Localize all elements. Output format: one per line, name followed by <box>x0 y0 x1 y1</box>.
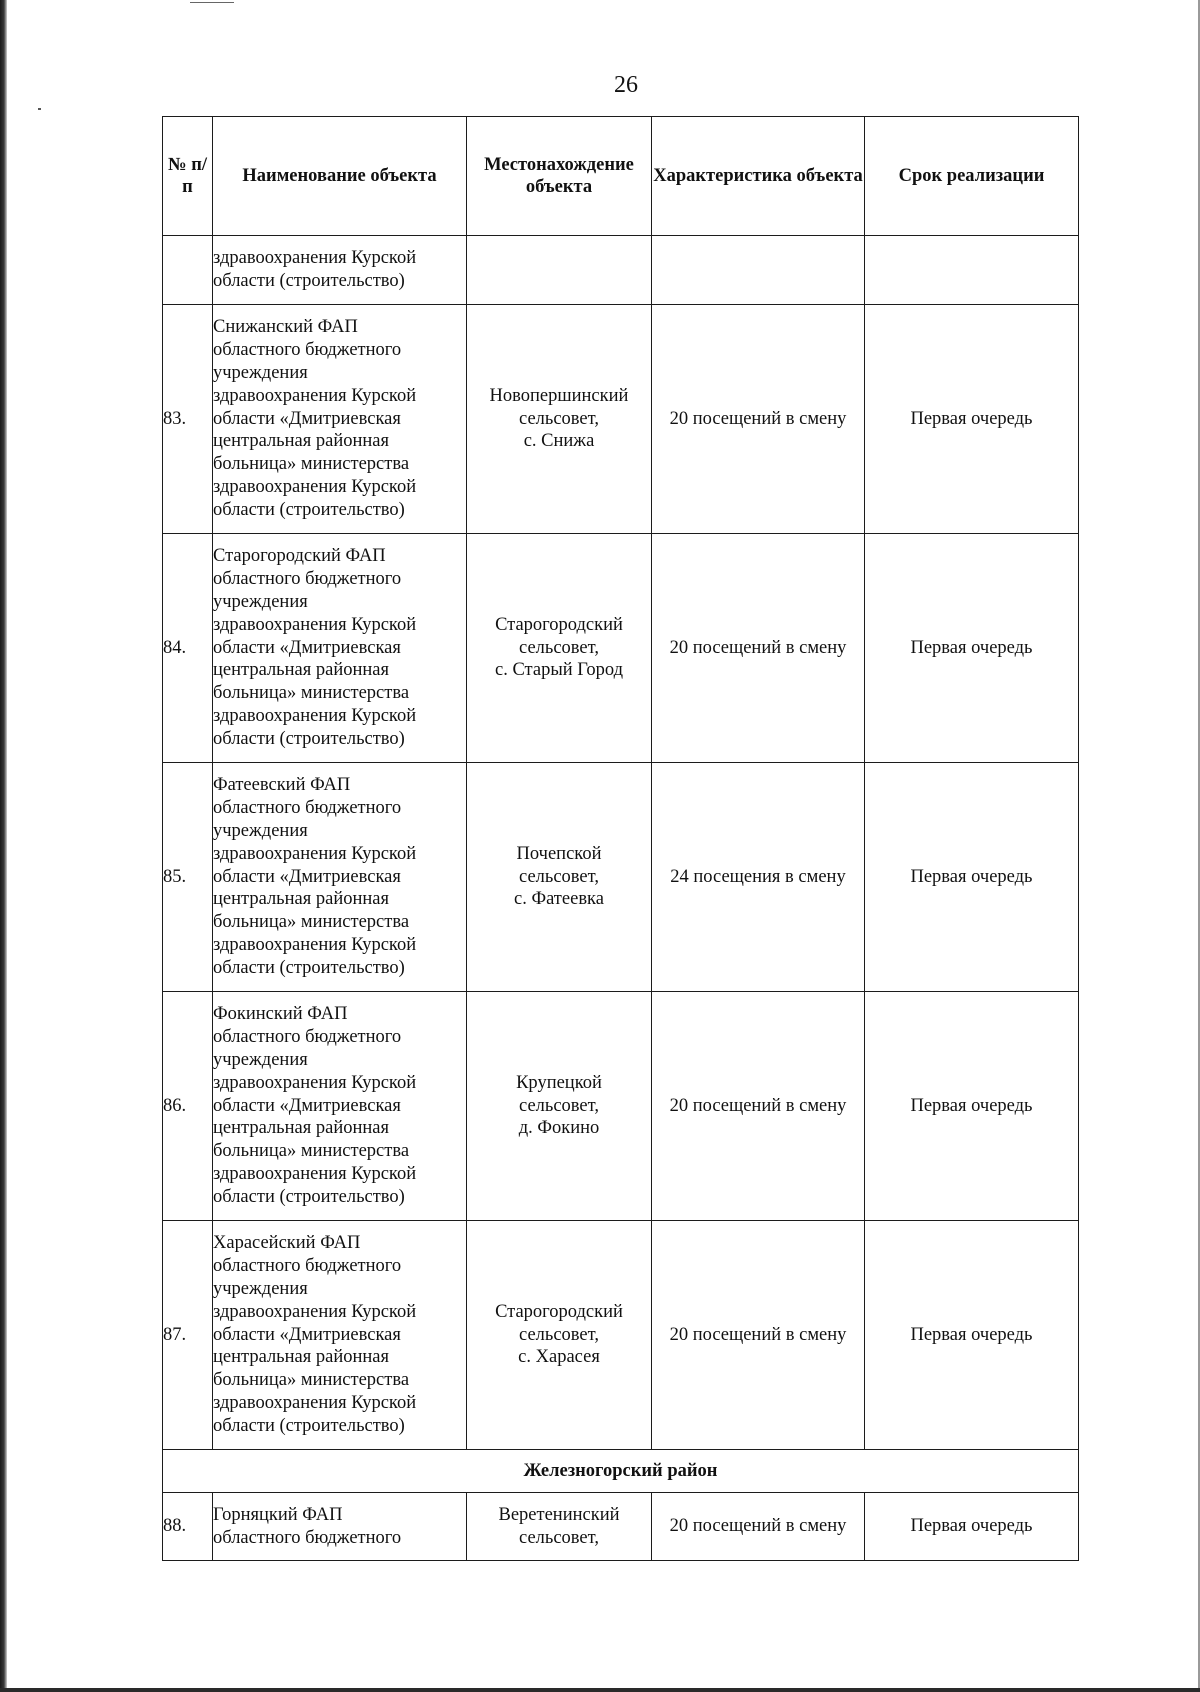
header-num <box>163 117 213 236</box>
cell-term: Первая очередь <box>865 763 1079 992</box>
location-line: д. Фокино <box>518 1118 600 1139</box>
cell-characteristic: 24 посещения в смену <box>652 763 865 992</box>
name-line: здравоохранения Курской <box>213 1392 417 1413</box>
location-line: Старогородский <box>495 1301 623 1322</box>
cell-location <box>467 992 652 1221</box>
name-line: области (строительство) <box>213 1415 405 1436</box>
cell-name <box>213 1221 467 1450</box>
region-title: Железногорский район <box>163 1450 1079 1493</box>
name-line: центральная районная <box>213 431 389 452</box>
name-line: больница» министерства <box>213 1370 410 1391</box>
cell-num <box>163 236 213 305</box>
location-line: с. Старый Город <box>495 660 623 681</box>
location-line: Веретенинский <box>498 1504 620 1525</box>
name-line: области (строительство) <box>213 499 405 520</box>
location-line: Крупецкой <box>516 1072 602 1093</box>
objects-table <box>162 116 1079 1561</box>
name-line: области (строительство) <box>213 728 405 749</box>
location-line: с. Харасея <box>518 1347 600 1368</box>
name-line: здравоохранения Курской <box>213 705 417 726</box>
table-row <box>163 1221 1079 1450</box>
header-characteristic-label: Характеристика объекта <box>653 166 863 186</box>
cell-location <box>467 763 652 992</box>
cell-location <box>467 236 652 305</box>
cell-term: Первая очередь <box>865 305 1079 534</box>
location-line: сельсовет, <box>519 1324 599 1345</box>
header-location-label: Местонахождение объекта <box>484 155 634 197</box>
name-line: больница» министерства <box>213 912 410 933</box>
header-term-label: Срок реализации <box>898 166 1045 186</box>
location-line: с. Снижа <box>523 431 595 452</box>
name-line: центральная районная <box>213 1347 389 1368</box>
table-row <box>163 305 1079 534</box>
cell-characteristic: 20 посещений в смену <box>652 305 865 534</box>
cell-location <box>467 1493 652 1561</box>
name-line: здравоохранения Курской <box>213 1163 417 1184</box>
cell-num: 85. <box>163 763 213 992</box>
name-line: здравоохранения Курской <box>213 1072 417 1093</box>
cell-characteristic: 20 посещений в смену <box>652 534 865 763</box>
name-line: Снижанский ФАП <box>213 317 358 338</box>
name-line: центральная районная <box>213 1118 389 1139</box>
cell-name <box>213 763 467 992</box>
name-line: учреждения <box>213 592 308 612</box>
cell-name <box>213 1493 467 1561</box>
location-line: сельсовет, <box>519 408 599 429</box>
cell-characteristic: 20 посещений в смену <box>652 992 865 1221</box>
header-characteristic <box>652 117 865 236</box>
cell-location <box>467 305 652 534</box>
name-line: области «Дмитриевская <box>213 866 401 887</box>
cell-term: Первая очередь <box>865 534 1079 763</box>
name-line: области «Дмитриевская <box>213 408 401 429</box>
table-row <box>163 1493 1079 1561</box>
name-line: Горняцкий ФАП <box>213 1504 343 1525</box>
name-line: здравоохранения Курской <box>213 476 417 497</box>
table-row <box>163 992 1079 1221</box>
name-line: области (строительство) <box>213 1186 405 1207</box>
name-line: здравоохранения Курской <box>213 614 417 635</box>
name-line: учреждения <box>213 363 308 383</box>
scan-edge-left <box>0 0 7 1692</box>
name-line: Фокинский ФАП <box>213 1004 348 1025</box>
cell-term: Первая очередь <box>865 1493 1079 1561</box>
location-line: сельсовет, <box>519 1527 599 1548</box>
name-line: областного бюджетного <box>213 569 402 590</box>
cell-name <box>213 236 467 305</box>
table-row <box>163 534 1079 763</box>
cell-term: Первая очередь <box>865 1221 1079 1450</box>
name-line: учреждения <box>213 1050 308 1070</box>
name-line: здравоохранения Курской <box>213 843 417 864</box>
cell-num: 86. <box>163 992 213 1221</box>
name-line: учреждения <box>213 821 308 841</box>
name-line: области (строительство) <box>213 271 405 291</box>
name-line: области «Дмитриевская <box>213 637 401 658</box>
header-term <box>865 117 1079 236</box>
cell-characteristic: 20 посещений в смену <box>652 1493 865 1561</box>
location-line: сельсовет, <box>519 1095 599 1116</box>
scan-edge-bottom <box>0 1688 1200 1692</box>
header-num-label: № п/п <box>167 155 207 197</box>
cell-name <box>213 992 467 1221</box>
name-line: центральная районная <box>213 660 389 681</box>
name-line: области «Дмитриевская <box>213 1324 401 1345</box>
name-line: здравоохранения Курской <box>213 248 417 269</box>
page-number: 26 <box>614 72 638 98</box>
name-line: больница» министерства <box>213 454 410 475</box>
name-line: учреждения <box>213 1279 308 1299</box>
cell-characteristic: 20 посещений в смену <box>652 1221 865 1450</box>
cell-characteristic <box>652 236 865 305</box>
header-location <box>467 117 652 236</box>
name-line: Фатеевский ФАП <box>213 775 351 796</box>
cell-name <box>213 305 467 534</box>
cell-term <box>865 236 1079 305</box>
name-line: центральная районная <box>213 889 389 910</box>
location-line: Почепской <box>516 843 602 864</box>
region-row <box>163 1450 1079 1493</box>
location-line: сельсовет, <box>519 637 599 658</box>
name-line: Харасейский ФАП <box>213 1233 361 1254</box>
name-line: больница» министерства <box>213 1141 410 1162</box>
scan-speck <box>38 108 41 110</box>
name-line: здравоохранения Курской <box>213 385 417 406</box>
header-name-label: Наименование объекта <box>242 166 437 186</box>
cell-location <box>467 534 652 763</box>
cell-num: 84. <box>163 534 213 763</box>
location-line: Старогородский <box>495 614 623 635</box>
top-scan-marks <box>190 2 234 5</box>
table-row <box>163 763 1079 992</box>
name-line: Старогородский ФАП <box>213 546 386 567</box>
name-line: областного бюджетного <box>213 1527 402 1548</box>
cell-num: 83. <box>163 305 213 534</box>
name-line: области «Дмитриевская <box>213 1095 401 1116</box>
name-line: области (строительство) <box>213 957 405 978</box>
name-line: областного бюджетного <box>213 340 402 361</box>
name-line: здравоохранения Курской <box>213 1301 417 1322</box>
cell-num: 87. <box>163 1221 213 1450</box>
name-line: областного бюджетного <box>213 798 402 819</box>
header-name <box>213 117 467 236</box>
name-line: областного бюджетного <box>213 1027 402 1048</box>
table-row-continuation <box>163 236 1079 305</box>
name-line: больница» министерства <box>213 683 410 704</box>
table-header-row <box>163 117 1079 236</box>
name-line: областного бюджетного <box>213 1256 402 1277</box>
cell-num: 88. <box>163 1493 213 1561</box>
cell-term: Первая очередь <box>865 992 1079 1221</box>
location-line: сельсовет, <box>519 866 599 887</box>
cell-name <box>213 534 467 763</box>
cell-location <box>467 1221 652 1450</box>
name-line: здравоохранения Курской <box>213 934 417 955</box>
location-line: Новопершинский <box>489 385 629 406</box>
location-line: с. Фатеевка <box>514 889 604 910</box>
